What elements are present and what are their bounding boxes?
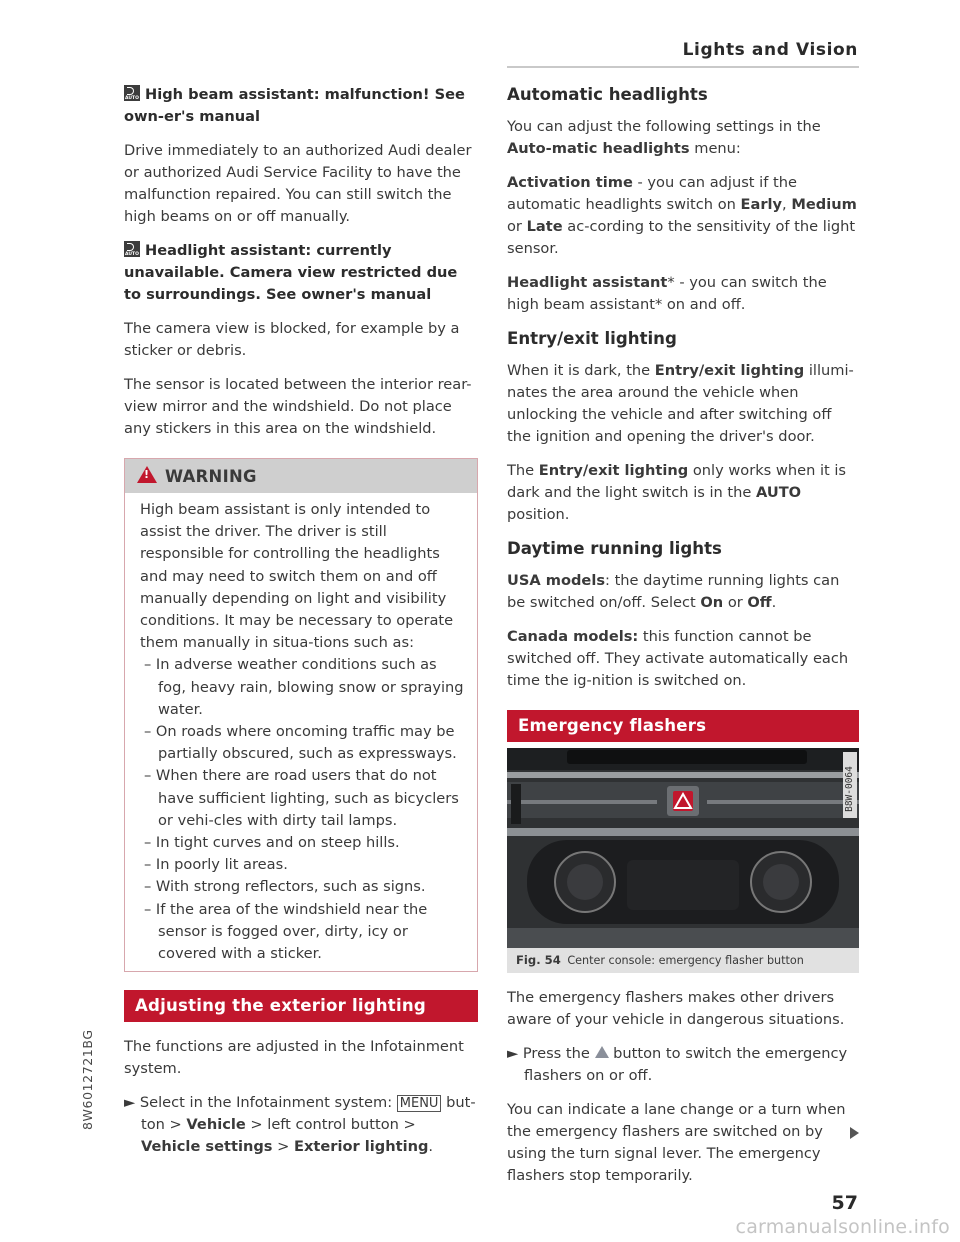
daytime-heading: Daytime running lights: [507, 539, 722, 558]
assistant-post: * - you can switch the high beam assistant* on and off.: [507, 274, 827, 313]
entry-p2-mid: only works when it is dark and the light switch is in the: [507, 462, 847, 501]
figure-caption: [507, 948, 859, 973]
activation-early: Early: [740, 196, 783, 213]
warning-body: [125, 493, 477, 971]
emergency-p2: You can indicate a lane change or a turn when the emergency flashers are switched on by using the turn signal lever. The emergency flashers stop temporarily.: [507, 1101, 846, 1184]
bullet-arrow-icon: ►: [124, 1094, 140, 1112]
auto-headlight-icon: [124, 85, 140, 101]
list-item: – On roads where oncoming traffic may be partially obscured, such as expressways.: [144, 723, 457, 763]
emergency-p1: The emergency flashers makes other drivers aware of your vehicle in dangerous situations.: [507, 989, 845, 1028]
canada-post: this function cannot be switched off. They activate automatically each time the ig-nition is switched on.: [507, 628, 849, 689]
warning-title: WARNING: [165, 467, 257, 486]
list-item: – If the area of the windshield near the sensor is fogged over, dirty, icy or covered with a sticker.: [144, 900, 428, 963]
unavailable-text-2: The sensor is located between the interior rear-view mirror and the windshield. Do not place any stickers in this area on the windshield.: [124, 376, 472, 437]
warning-list: [140, 654, 465, 965]
activation-label: Activation time: [507, 174, 633, 191]
warning-intro: High beam assistant is only intended to assist the driver. The driver is still responsible for controlling the headlights and may need to switch them on and off manually depending on light and visibility conditions. It may be necessary to operate them manually in situa-tions such as:: [140, 501, 454, 652]
unavailable-heading: [124, 240, 478, 306]
figure-code-tag: [843, 752, 857, 818]
figure-code: B8W-0064: [844, 766, 855, 812]
press-post: button to switch the emergency flashers on or off.: [524, 1045, 848, 1084]
entry-p1-pre: When it is dark, the: [507, 362, 651, 379]
select-end: .: [428, 1138, 434, 1156]
activation-medium: Medium: [791, 196, 857, 213]
console-illustration: [507, 748, 859, 948]
auto-heading: Automatic headlights: [507, 85, 708, 104]
list-item: – With strong reflectors, such as signs.: [144, 878, 426, 896]
hazard-triangle-icon: [595, 1046, 609, 1058]
auto-headlight-icon: [124, 241, 140, 257]
activation-pre: - you can adjust if the automatic headlights switch on: [507, 174, 797, 213]
right-column: [507, 84, 859, 1199]
select-instruction: [124, 1092, 478, 1158]
figure-caption-text: Center console: emergency flasher button: [567, 954, 804, 967]
usa-on: On: [700, 594, 724, 611]
select-exterior: Exterior lighting: [294, 1138, 429, 1156]
usa-pre: : the daytime running lights can be switched on/off. Select: [507, 572, 840, 611]
bullet-arrow-icon: ►: [507, 1045, 523, 1062]
usa-label: USA models: [507, 572, 606, 589]
menu-key: MENU: [397, 1095, 442, 1112]
watermark: carmanualsonline.info: [735, 1216, 950, 1238]
canada-text: [507, 626, 859, 692]
entry-p2-bold: Entry/exit lighting: [538, 462, 689, 479]
page-number: 57: [831, 1192, 858, 1214]
left-column: [124, 84, 478, 1170]
continue-arrow-icon: [850, 1127, 859, 1139]
adjusting-band: Adjusting the exterior lighting: [124, 990, 478, 1022]
usa-end: .: [771, 594, 777, 611]
usa-off: Off: [747, 594, 772, 611]
auto-text: [507, 116, 859, 160]
entry-p1-bold: Entry/exit lighting: [654, 362, 805, 379]
entry-p1: [507, 360, 859, 448]
list-item: – When there are road users that do not have sufficient lighting, such as bicyclers or vehi-cles with dirty tail lamps.: [144, 767, 459, 829]
activation-or: or: [507, 218, 522, 235]
unavailable-text-1: The camera view is blocked, for example by a sticker or debris.: [124, 320, 460, 359]
activation-post: ac-cording to the sensitivity of the light sensor.: [507, 218, 856, 257]
entry-p2-post: position.: [507, 506, 570, 523]
center-console-figure: [507, 748, 859, 948]
list-item: – In tight curves and on steep hills.: [144, 834, 400, 852]
select-vehicle: Vehicle: [186, 1116, 246, 1134]
usa-text: [507, 570, 859, 614]
list-item: – In poorly lit areas.: [144, 856, 288, 874]
select-vehicle-settings: Vehicle settings: [141, 1138, 273, 1156]
unavailable-heading-text: Headlight assistant: currently unavailable. Camera view restricted due to surroundings. See owner's manual: [124, 242, 458, 303]
select-prefix: Select in the Infotainment system:: [139, 1094, 393, 1112]
assistant-label: Headlight assistant: [507, 274, 668, 291]
select-mid: > left control button >: [250, 1116, 416, 1134]
warning-header: [125, 459, 477, 493]
warning-triangle-icon: [137, 466, 157, 483]
press-instruction: [507, 1043, 859, 1087]
malfunction-text: Drive immediately to an authorized Audi dealer or authorized Audi Service Facility to have the malfunction repaired. You can still switch the high beams on or off manually.: [124, 142, 472, 225]
emergency-band: Emergency flashers: [507, 710, 859, 742]
activation-text: [507, 172, 859, 260]
figure-caption-label: Fig. 54: [516, 953, 561, 967]
activation-comma: ,: [782, 196, 787, 213]
assistant-text: [507, 272, 859, 316]
entry-heading: Entry/exit lighting: [507, 329, 677, 348]
entry-p2: [507, 460, 859, 526]
section-title: Lights and Vision: [682, 40, 858, 60]
usa-or: or: [727, 594, 743, 611]
malfunction-heading-text: High beam assistant: malfunction! See own-er's manual: [124, 86, 465, 125]
auto-post: menu:: [694, 140, 741, 157]
entry-p2-pre: The: [507, 462, 535, 479]
list-item: – In adverse weather conditions such as fog, heavy rain, blowing snow or spraying water.: [144, 656, 464, 718]
auto-pre: You can adjust the following settings in the: [507, 118, 821, 135]
auto-bold: Auto-matic headlights: [507, 140, 690, 157]
entry-p2-auto: AUTO: [756, 484, 802, 501]
press-pre: Press the: [522, 1045, 590, 1062]
header-rule: [507, 66, 859, 68]
malfunction-heading: [124, 84, 478, 128]
adjusting-text: The functions are adjusted in the Infotainment system.: [124, 1038, 464, 1078]
select-but: but-ton >: [141, 1094, 476, 1134]
warning-box: [124, 458, 478, 972]
entry-p1-post: illumi-nates the area around the vehicle when unlocking the vehicle and after switching off the ignition and opening the driver's door.: [507, 362, 854, 445]
canada-label: Canada models:: [507, 628, 639, 645]
activation-late: Late: [526, 218, 563, 235]
select-sep: >: [277, 1138, 290, 1156]
document-code: 8W6012721BG: [80, 1029, 95, 1130]
